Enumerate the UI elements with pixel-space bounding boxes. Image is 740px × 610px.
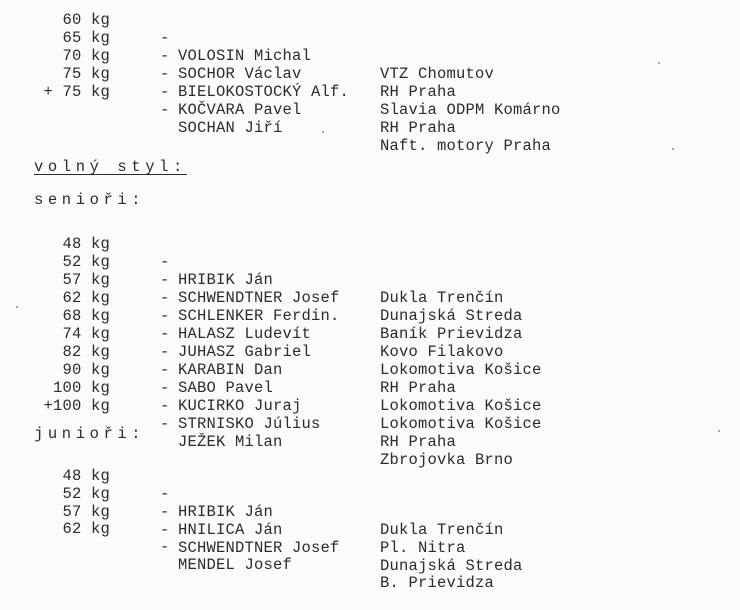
club-name: Slavia ODPM Komárno <box>380 101 561 119</box>
weight-class: 82 kg <box>62 343 110 361</box>
weight-class: 90 kg <box>62 361 110 379</box>
weight-class: 48 kg <box>62 467 110 485</box>
separator-dash: - <box>160 325 170 343</box>
separator-dash: - <box>160 47 170 65</box>
weight-class: +100 kg <box>43 397 110 415</box>
scan-speck <box>658 62 660 64</box>
weight-class: + 75 kg <box>43 83 110 101</box>
weight-class: 62 kg <box>62 289 110 307</box>
separator-dash: - <box>160 415 170 433</box>
weight-class: 57 kg <box>62 503 110 521</box>
athlete-name: SCHLENKER Ferdin. <box>178 307 340 325</box>
separator-dash: - <box>160 361 170 379</box>
weight-class: 52 kg <box>62 485 110 503</box>
weight-class: 65 kg <box>62 29 110 47</box>
athlete-name: VOLOSIN Michal <box>178 47 312 65</box>
weight-class: 57 kg <box>62 271 110 289</box>
athlete-name: KOČVARA Pavel <box>178 101 302 119</box>
club-name: Lokomotiva Košice <box>380 397 542 415</box>
weight-class: 60 kg <box>62 11 110 29</box>
juniors-label: junioři: <box>34 425 146 443</box>
athlete-name: SABO Pavel <box>178 379 274 397</box>
separator-dash: - <box>160 101 170 119</box>
club-name: Dukla Trenčín <box>380 521 504 539</box>
athlete-name: SCHWENDTNER Josef <box>178 289 340 307</box>
club-name: RH Praha <box>380 83 457 101</box>
club-name: Baník Prievidza <box>380 325 523 343</box>
club-name: Dukla Trenčín <box>380 289 504 307</box>
athlete-name: JEŽEK Milan <box>178 433 283 451</box>
athlete-name: KARABIN Dan <box>178 361 283 379</box>
separator-dash: - <box>160 379 170 397</box>
athlete-name: HRIBIK Ján <box>178 503 274 521</box>
separator-dash: - <box>160 253 170 271</box>
club-name: RH Praha <box>380 119 457 137</box>
athlete-name: SOCHOR Václav <box>178 65 302 83</box>
separator-dash: - <box>160 343 170 361</box>
separator-dash: - <box>160 307 170 325</box>
club-name: Naft. motory Praha <box>380 137 552 155</box>
weight-class: 100 kg <box>52 379 110 397</box>
athlete-name: STRNISKO Július <box>178 415 321 433</box>
athlete-name: HRIBIK Ján <box>178 271 274 289</box>
weight-class: 75 kg <box>62 65 110 83</box>
separator-dash: - <box>160 521 170 539</box>
athlete-name: JUHASZ Gabriel <box>178 343 312 361</box>
separator-dash: - <box>160 485 170 503</box>
athlete-name: KUCIRKO Juraj <box>178 397 302 415</box>
separator-dash: - <box>160 538 170 556</box>
scan-speck <box>672 148 674 150</box>
separator-dash: - <box>160 29 170 47</box>
separator-dash: - <box>160 289 170 307</box>
scan-speck <box>718 430 720 432</box>
club-name: Dunajská Streda <box>380 557 523 575</box>
weight-class: 74 kg <box>62 325 110 343</box>
club-name: RH Praha <box>380 379 457 397</box>
club-name: Kovo Filakovo <box>380 343 504 361</box>
athlete-name: SCHWENDTNER Josef <box>178 539 340 557</box>
club-name: Zbrojovka Brno <box>380 451 514 469</box>
athlete-name: MENDEL Josef <box>178 556 293 574</box>
athlete-name: BIELOKOSTOCKÝ Alf. <box>178 83 350 101</box>
club-name: B. Prievidza <box>380 574 495 592</box>
athlete-name: HNILICA Ján <box>178 521 283 539</box>
weight-class: 70 kg <box>62 47 110 65</box>
club-name: VTZ Chomutov <box>380 65 495 83</box>
separator-dash: - <box>160 503 170 521</box>
athlete-name: SOCHAN Jiří <box>178 119 283 137</box>
club-name: RH Praha <box>380 433 457 451</box>
weight-class: 52 kg <box>62 253 110 271</box>
athlete-name: HALASZ Ludevít <box>178 325 312 343</box>
separator-dash: - <box>160 397 170 415</box>
scan-speck <box>322 131 324 133</box>
section-heading: volný styl: <box>34 158 187 176</box>
weight-class: 68 kg <box>62 307 110 325</box>
club-name: Dunajská Streda <box>380 307 523 325</box>
club-name: Lokomotiva Košice <box>380 361 542 379</box>
club-name: Lokomotiva Košice <box>380 415 542 433</box>
seniors-label: senioři: <box>34 191 146 209</box>
scan-speck <box>16 306 18 308</box>
separator-dash: - <box>160 83 170 101</box>
weight-class: 48 kg <box>62 235 110 253</box>
weight-class: 62 kg <box>62 520 110 538</box>
separator-dash: - <box>160 271 170 289</box>
club-name: Pl. Nitra <box>380 539 466 557</box>
separator-dash: - <box>160 65 170 83</box>
